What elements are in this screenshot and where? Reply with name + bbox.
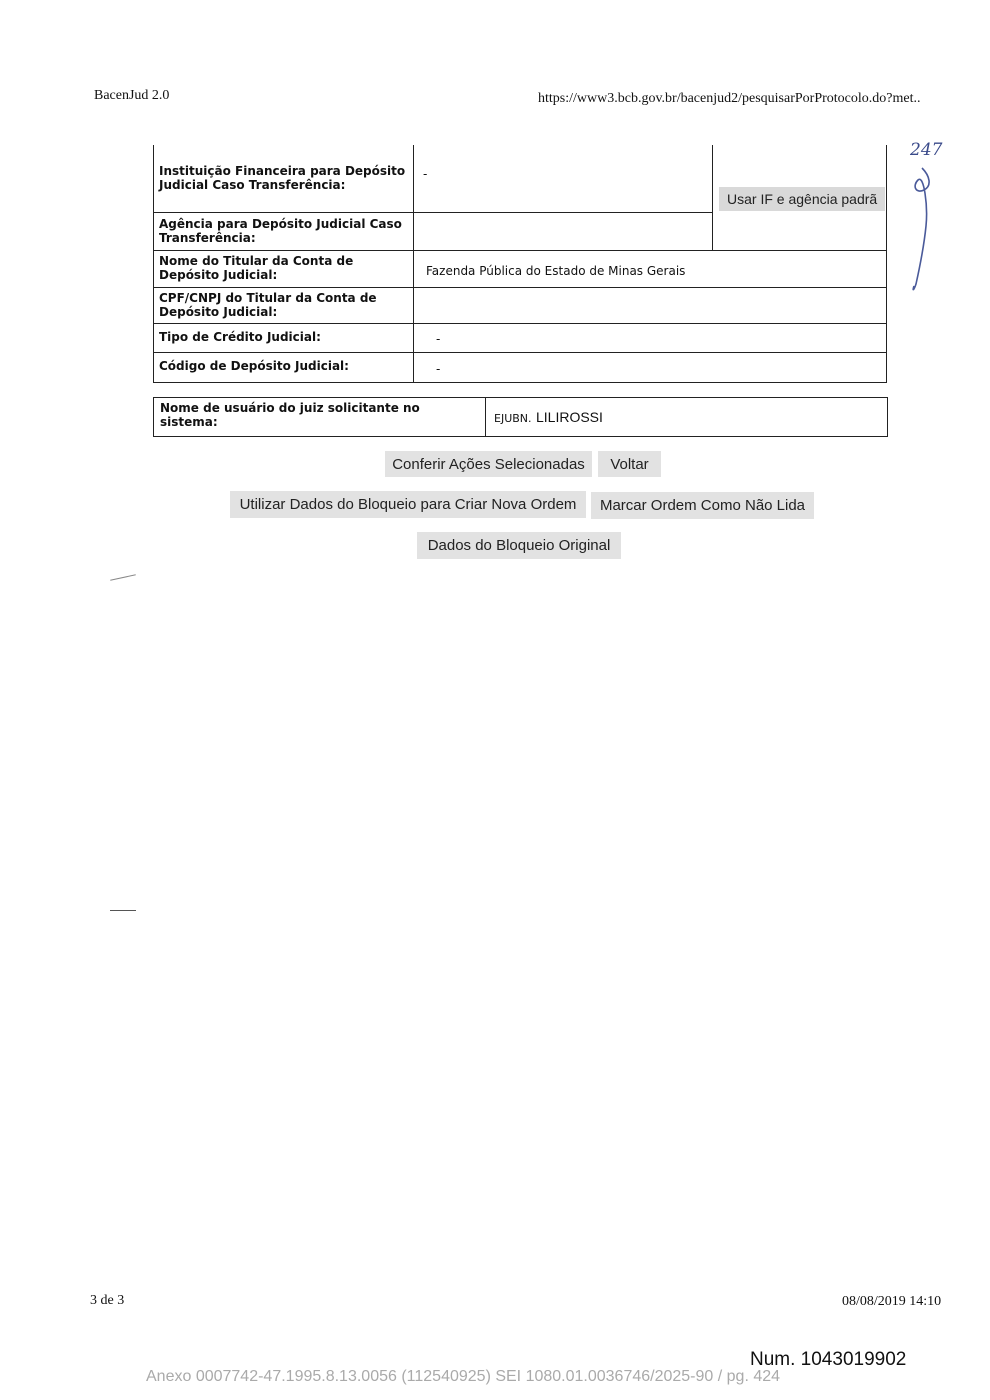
value-credit-type: - [436,332,441,346]
value-financial-institution: - [423,167,428,181]
app-name: BacenJud 2.0 [94,88,170,103]
page-counter: 3 de 3 [90,1293,125,1308]
handwritten-annotation: 247 [898,140,942,160]
print-datetime: 08/08/2019 14:10 [842,1294,942,1309]
mark-order-unread-button[interactable]: Marcar Ordem Como Não Lida [591,492,814,519]
annex-reference: Anexo 0007742-47.1995.8.13.0056 (112540925) SEI 1080.01.0036746/2025-90 / pg. 424 [146,1368,781,1385]
label-holder-tax-id: CPF/CNPJ do Titular da Conta de Depósito Judicial: [159,291,377,319]
deposit-details-table [153,145,888,383]
label-deposit-code: Código de Depósito Judicial: [159,359,349,373]
original-block-data-button[interactable]: Dados do Bloqueio Original [417,532,621,559]
signature-icon [902,166,942,296]
label-credit-type: Tipo de Crédito Judicial: [159,330,321,344]
back-button[interactable]: Voltar [598,451,661,477]
judge-user-table [153,397,888,437]
document-number: Num. 1043019902 [750,1349,907,1370]
label-agency: Agência para Depósito Judicial Caso Transferência: [159,217,402,245]
page-url[interactable]: https://www3.bcb.gov.br/bacenjud2/pesquisarPorProtocolo.do?met.. [538,91,921,106]
use-default-if-agency-button[interactable]: Usar IF e agência padrã [719,187,885,211]
check-selected-actions-button[interactable]: Conferir Ações Selecionadas [385,451,592,477]
label-account-holder: Nome do Titular da Conta de Depósito Judicial: [159,254,354,282]
use-block-data-new-order-button[interactable]: Utilizar Dados do Bloqueio para Criar Nova Ordem [230,491,586,518]
value-account-holder: Fazenda Pública do Estado de Minas Gerais [426,264,686,278]
value-judge-username: EJUBN. LILIROSSI [494,409,603,425]
label-judge-username: Nome de usuário do juiz solicitante no sistema: [160,401,420,429]
scan-mark [110,574,136,580]
scan-mark [110,910,136,911]
label-financial-institution: Instituição Financeira para Depósito Judicial Caso Transferência: [159,164,406,192]
value-deposit-code: - [436,362,441,376]
